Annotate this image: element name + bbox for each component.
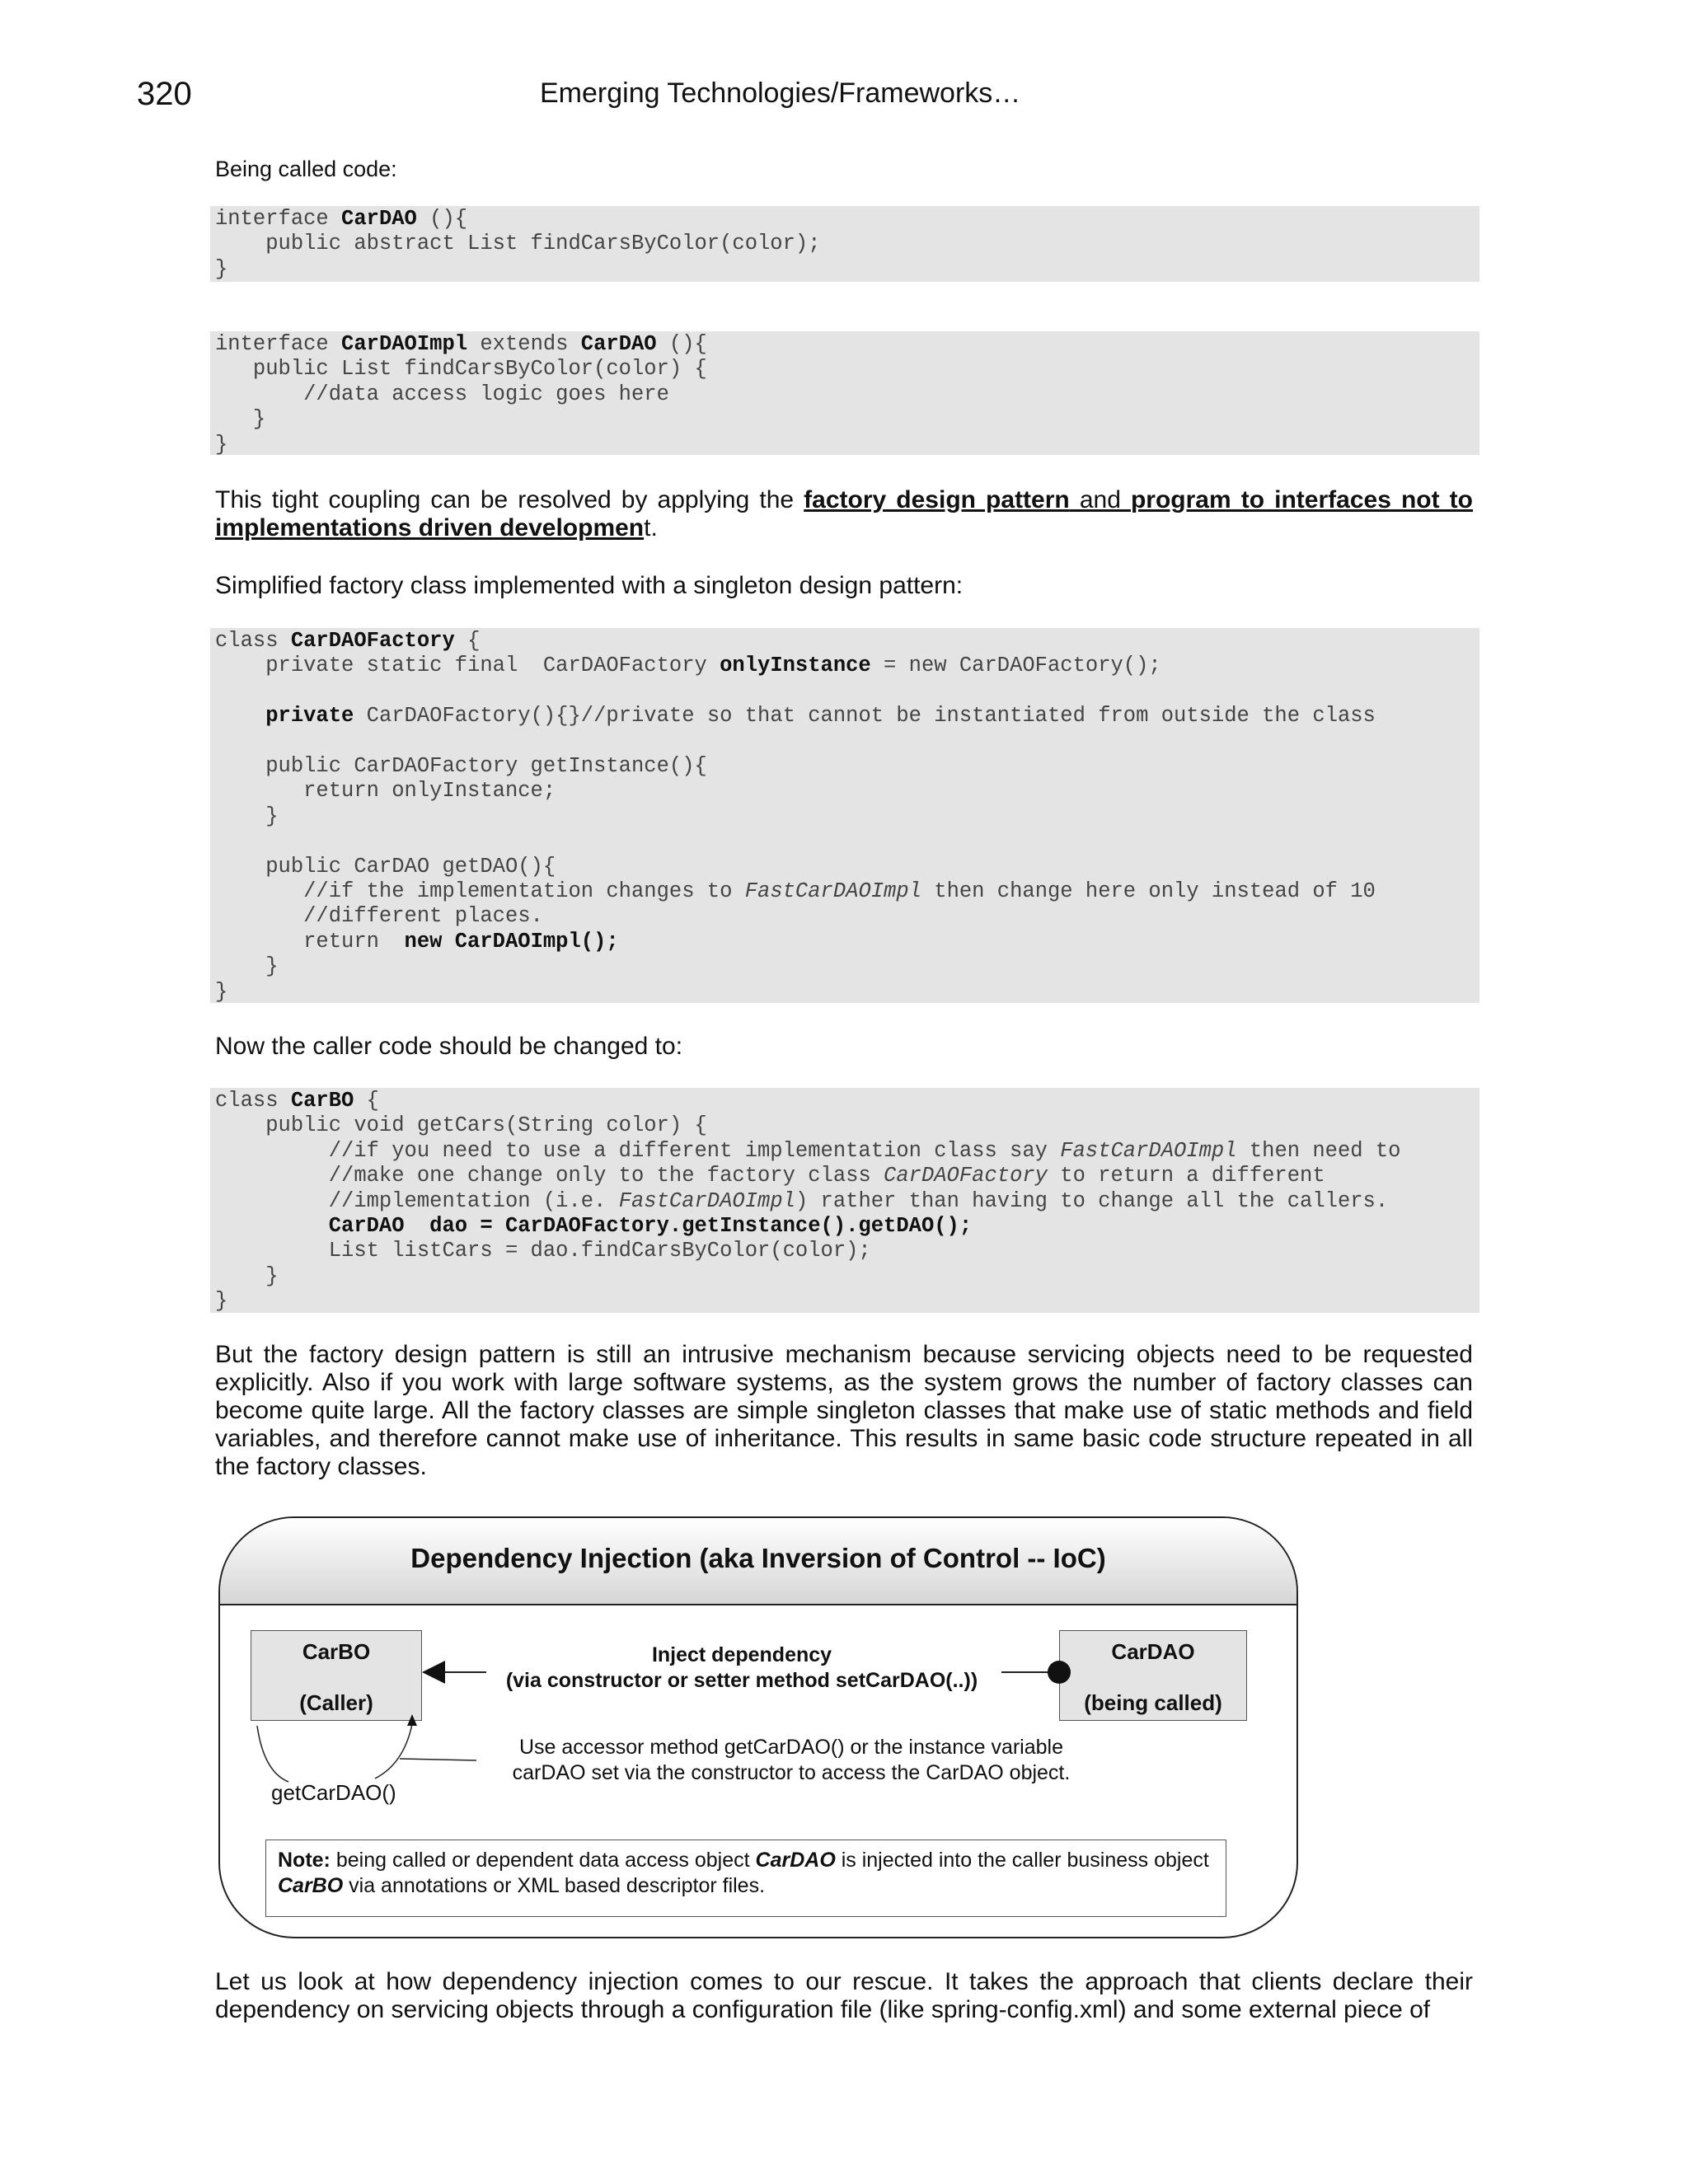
- accessor-line-1: Use accessor method getCarDAO() or the instance variable: [518, 1736, 1063, 1759]
- cardao-name: CarDAO: [1111, 1639, 1195, 1664]
- inject-arrowhead: [422, 1661, 445, 1684]
- factory-critique-paragraph: But the factory design pattern is still an intrusive mechanism because servicing objects need to be requested explicitly. Also if you work with large software systems, as the system grows the number of factory classes can become quite large. All the factory classes are simple singleton classes that make use of static methods and field variables, and therefore cannot make use of inheritance. This results in same basic code structure repeated in all the factory classes.: [215, 1341, 1473, 1480]
- getter-curve-right: [375, 1724, 412, 1779]
- inject-line-2: (via constructor or setter method setCarDAO(..)): [505, 1669, 978, 1692]
- coupling-paragraph: This tight coupling can be resolved by applying the factory design pattern and program to interfaces not to implementations driven development.: [215, 486, 1473, 541]
- simplified-label: Simplified factory class implemented with a singleton design pattern:: [215, 572, 964, 599]
- running-title: Emerging Technologies/Frameworks…: [540, 77, 1021, 109]
- accessor-line-2: carDAO set via the constructor to access the CarDAO object.: [512, 1761, 1071, 1784]
- inject-line-1: Inject dependency: [651, 1643, 832, 1666]
- inject-text: [478, 1643, 1006, 1694]
- cardao-role: (being called): [1084, 1690, 1222, 1715]
- factory-pattern-link: factory design pattern: [804, 486, 1070, 513]
- now-caller-label: Now the caller code should be changed to:: [215, 1033, 683, 1060]
- getter-arrowhead: [407, 1714, 417, 1726]
- accessor-pointer: [400, 1759, 476, 1760]
- final-paragraph: Let us look at how dependency injection comes to our rescue. It takes the approach that clients declare their dependency on servicing objects through a configuration file (like spring-config.xml) and some external piece of: [215, 1968, 1473, 2023]
- getter-label: getCarDAO(): [271, 1780, 396, 1805]
- page-number: 320: [137, 76, 192, 112]
- accessor-text: [478, 1735, 1104, 1786]
- inject-source-dot: [1048, 1661, 1071, 1684]
- diagram-note: Note: being called or dependent data access object CarDAO is injected into the caller business object CarBO via annotations or XML based descriptor files.: [265, 1840, 1226, 1917]
- carbo-role: (Caller): [299, 1690, 373, 1715]
- carbo-name: CarBO: [302, 1639, 371, 1664]
- being-called-label: Being called code:: [215, 157, 397, 181]
- program-to-interfaces-link: program to interfaces not to implementations driven developmen: [215, 486, 1473, 541]
- getter-curve-left: [257, 1726, 288, 1782]
- code-block-cardaoimpl: interface CarDAOImpl extends CarDAO (){ public List findCarsByColor(color) { //data access logic goes here } }: [210, 331, 1479, 455]
- code-block-factory: class CarDAOFactory { private static final CarDAOFactory onlyInstance = new CarDAOFactory(); private CarDAOFactory(){}//private so that cannot be instantiated from outside the class public CarDAOFactory getInstance(){ return onlyInstance; } public CarDAO getDAO(){ //if the implementation changes to FastCarDAOImpl then change here only instead of 10 //different places. return new CarDAOImpl(); } }: [210, 628, 1479, 1003]
- diagram-title: Dependency Injection (aka Inversion of Control -- IoC): [410, 1543, 1106, 1573]
- code-block-cardao: interface CarDAO (){ public abstract List findCarsByColor(color); }: [210, 206, 1479, 282]
- code-block-carbo: class CarBO { public void getCars(String color) { //if you need to use a different implementation class say FastCarDAOImpl then need to //make one change only to the factory class CarDAOFactory to return a different //implementation (i.e. FastCarDAOImpl) rather than having to change all the callers. CarDAO dao = CarDAOFactory.getInstance().getDAO(); List listCars = dao.findCarsByColor(color); } }: [210, 1088, 1479, 1313]
